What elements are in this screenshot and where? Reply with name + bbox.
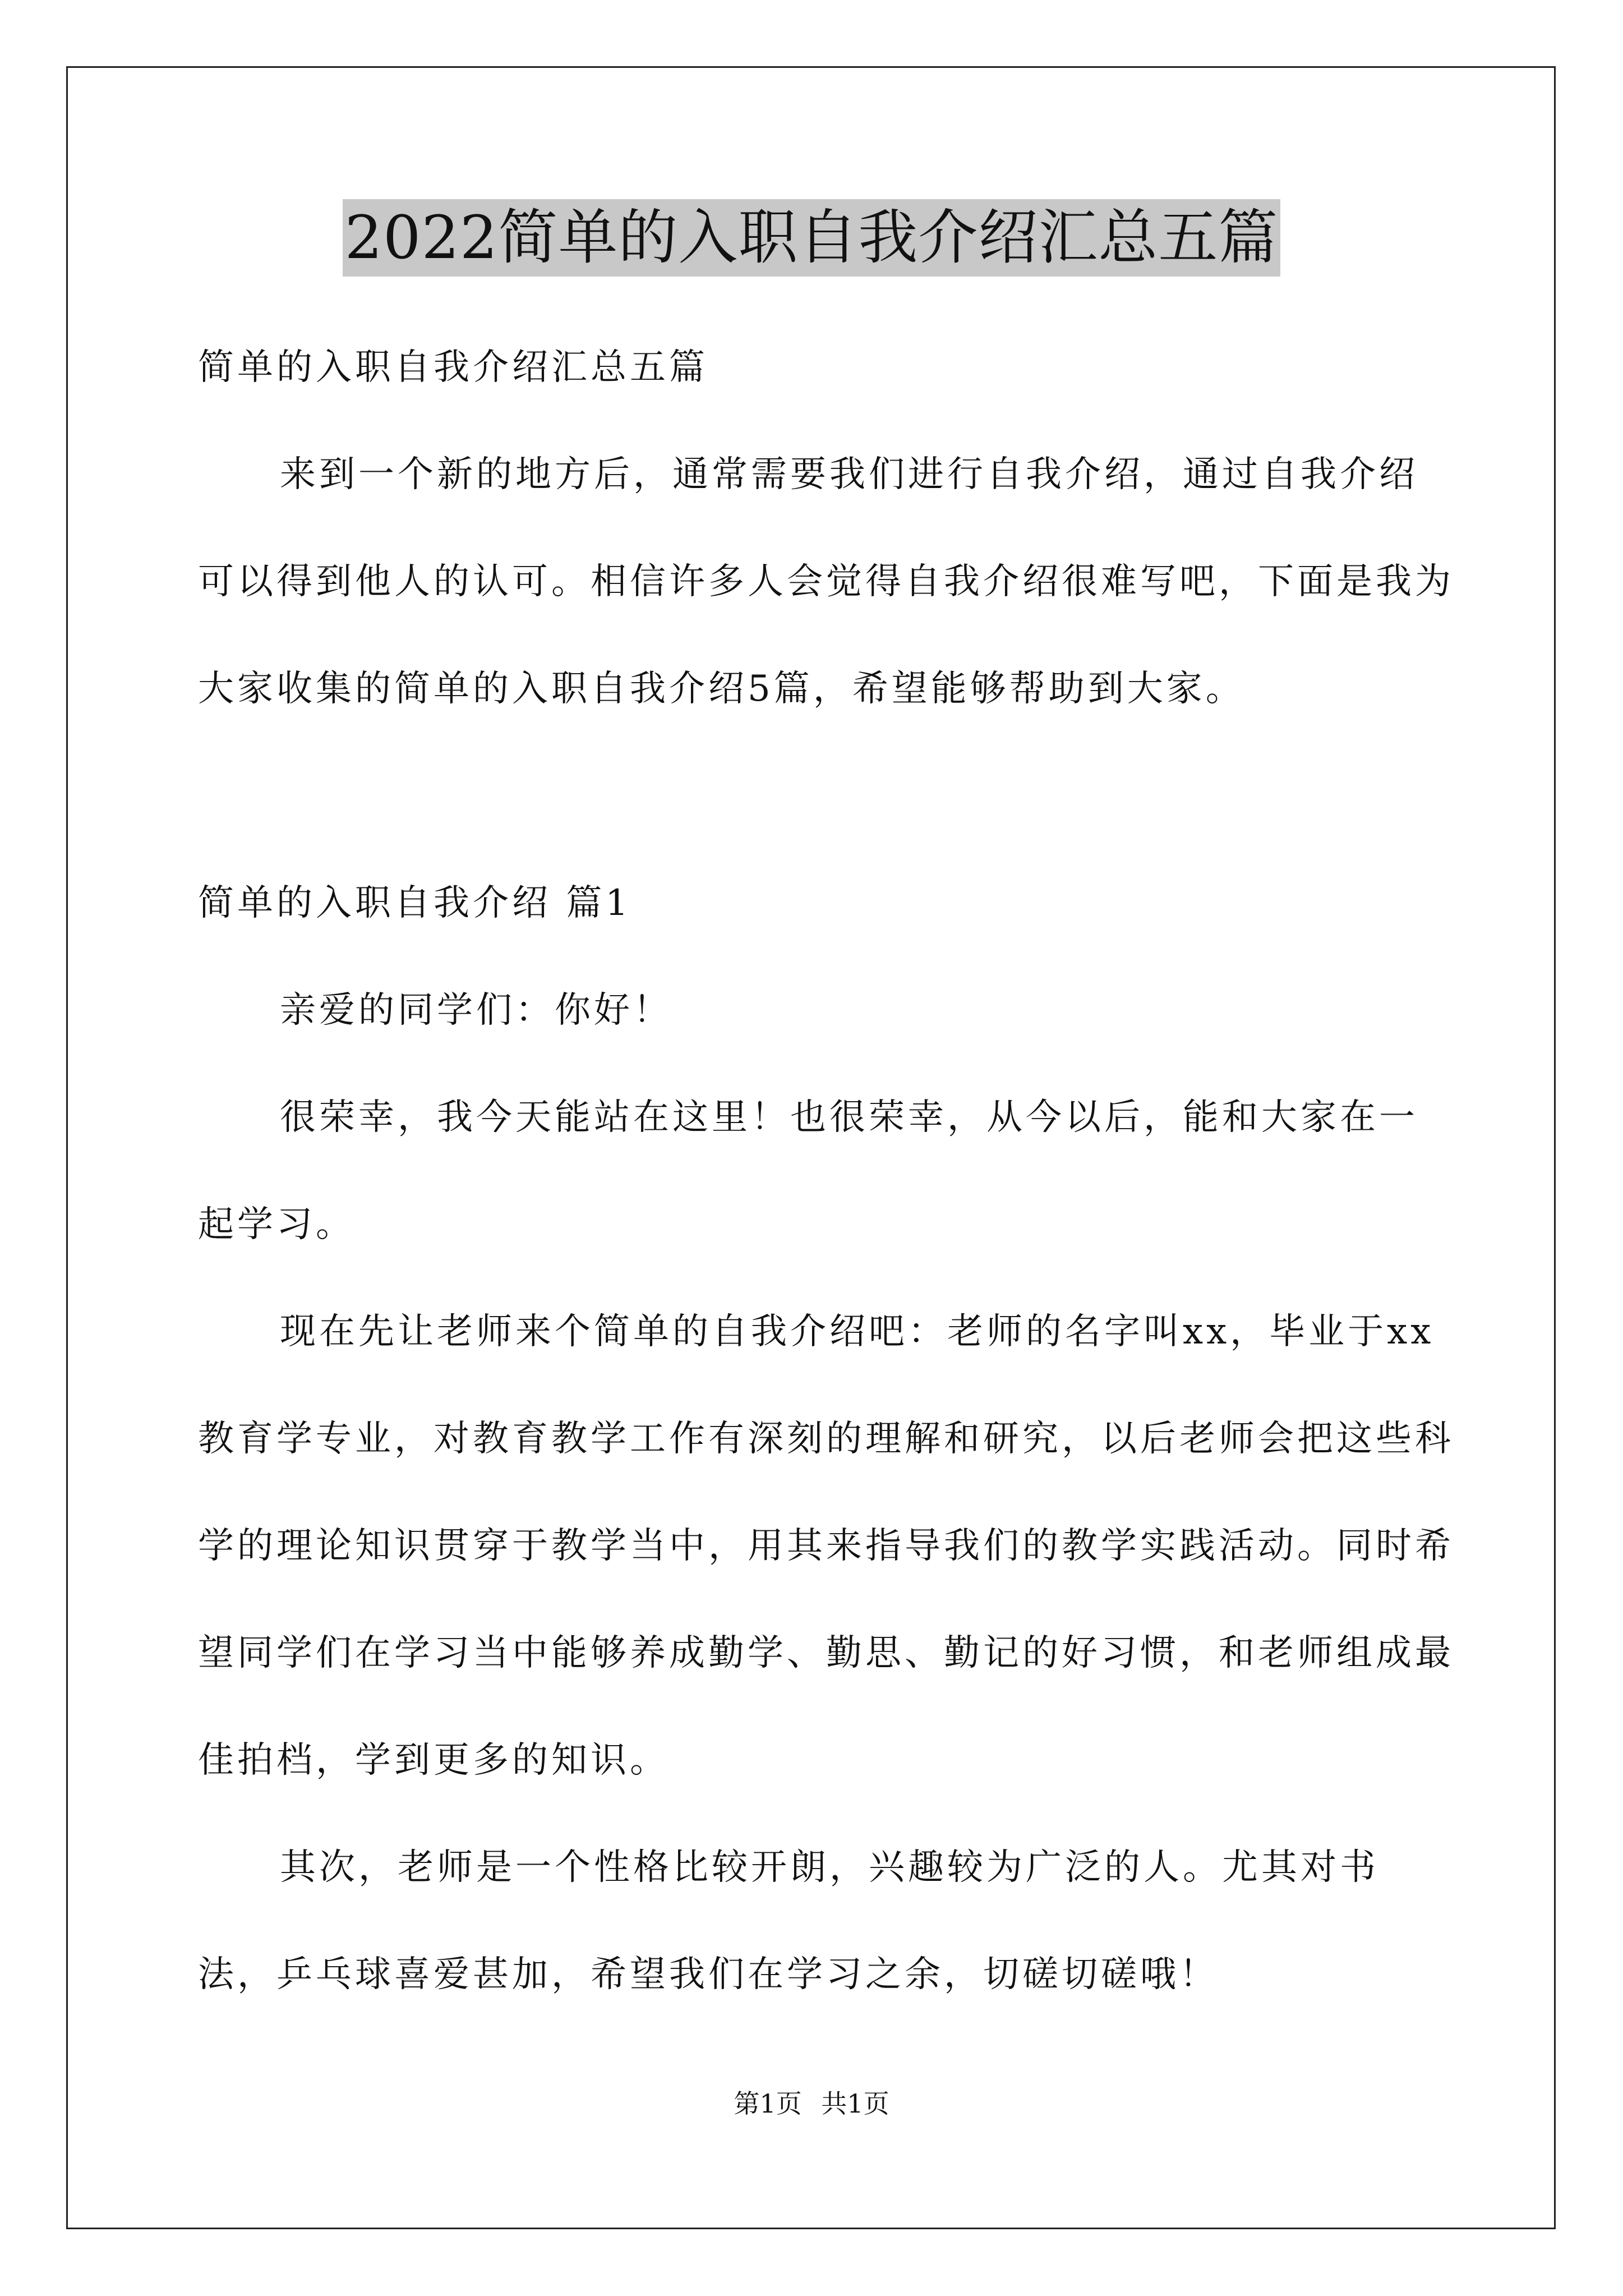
body-paragraph: 现在先让老师来个简单的自我介绍吧：老师的名字叫xx，毕业于xx教育学专业，对教育教学工作有深刻的理解和研究，以后老师会把这些科学的理论知识贯穿于教学当中，用其来指导我们的教学实践活动。同时希望同学们在学习当中能够养成勤学、勤思、勤记的好习惯，和老师组成最佳拍档，学到更多的知识。 xyxy=(198,1311,1454,1781)
body-paragraph: 很荣幸，我今天能站在这里！也很荣幸，从今以后，能和大家在一起学习。 xyxy=(198,1097,1418,1245)
section-spacer xyxy=(198,743,1454,850)
document-title: 2022简单的入职自我介绍汇总五篇 xyxy=(343,199,1281,277)
page-footer: 第1页 共1页 xyxy=(734,2088,889,2119)
body-paragraph: 其次，老师是一个性格比较开朗，兴趣较为广泛的人。尤其对书法，乒乓球喜爱甚加，希望我们在学习之余，切磋切磋哦！ xyxy=(198,1847,1379,1995)
document-body xyxy=(198,314,1454,2028)
body-paragraph: 亲爱的同学们：你好！ xyxy=(280,990,672,1031)
title-container xyxy=(0,199,1623,277)
intro-paragraph: 来到一个新的地方后，通常需要我们进行自我介绍，通过自我介绍可以得到他人的认可。相信许多人会觉得自我介绍很难写吧，下面是我为大家收集的简单的入职自我介绍5篇，希望能够帮助到大家。 xyxy=(198,454,1454,710)
section-heading: 简单的入职自我介绍 篇1 xyxy=(198,882,632,924)
document-subtitle: 简单的入职自我介绍汇总五篇 xyxy=(198,347,708,388)
